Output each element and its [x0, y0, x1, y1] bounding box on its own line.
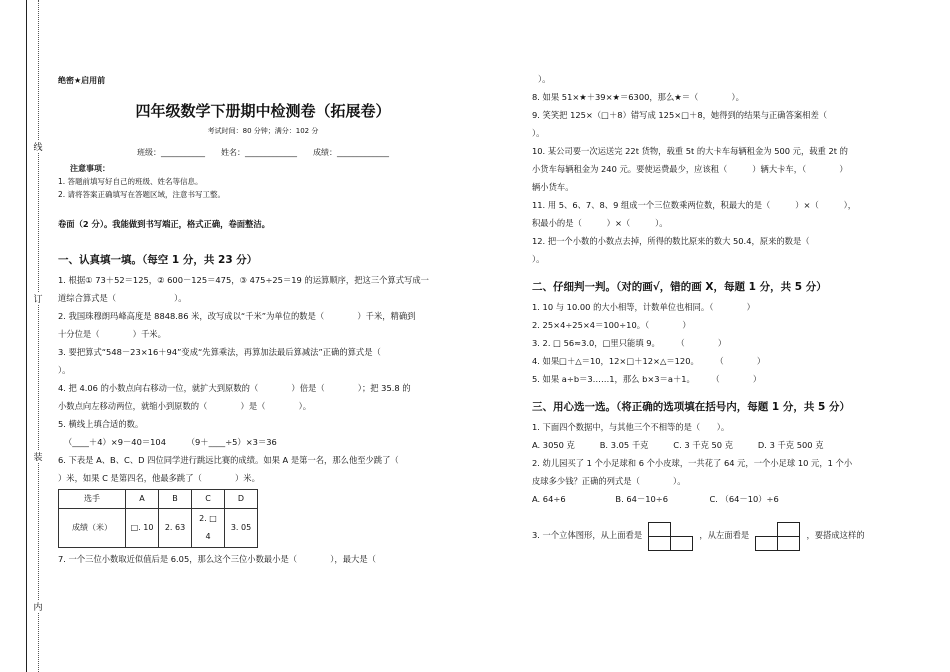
- question-10-cont: 小货车每辆租金为 240 元。要使运费最少，应该租（ ）辆大卡车，（ ）: [532, 164, 848, 174]
- student-info-fields: 班级：___________ 姓名：_____________ 成绩：_____________: [137, 148, 389, 157]
- question-2-cont: 十分位是（ ）千米。: [58, 329, 166, 339]
- left-column: [58, 60, 468, 568]
- judge-item: 3. 2. □ 56≈3.0，□里只能填 9。 （ ）: [532, 338, 727, 348]
- left-view-figure: [755, 522, 801, 550]
- choice-question-2-cont: 皮球多少钱？正确的列式是（ ）。: [532, 476, 686, 486]
- binding-label-inner: 内: [32, 600, 44, 613]
- choice-q3-text-b: ，从左面看是: [699, 530, 750, 540]
- choice-question-1: 1. 下面四个数据中，与其他三个不相等的是（ ）。: [532, 422, 730, 432]
- question-1-cont: 道综合算式是（ ）。: [58, 293, 187, 303]
- question-1: 1. 根据① 73＋52＝125，② 600－125＝475，③ 475÷25＝19 的运算顺序，把这三个算式写成一: [58, 275, 429, 285]
- table-header: A: [126, 490, 159, 509]
- table-row-label: 成绩（米）: [59, 509, 126, 548]
- question-10-cont2: 辆小货车。: [532, 182, 574, 192]
- binding-margin: [0, 0, 50, 672]
- table-cell: □. 10: [126, 509, 159, 548]
- question-5: 5. 横线上填合适的数。: [58, 419, 144, 429]
- figure-square: [755, 536, 778, 551]
- binding-label-bind: 装: [32, 450, 44, 463]
- notes-title: 注意事项：: [70, 164, 110, 173]
- question-12: 12. 把一个小数的小数点去掉，所得的数比原来的数大 50.4，原来的数是（: [532, 236, 810, 246]
- section2-title: 二、仔细判一判。（对的画√，错的画 X，每题 1 分，共 5 分）: [532, 281, 827, 293]
- choice-question-3: [532, 520, 892, 550]
- figure-square: [648, 522, 671, 537]
- question-11-cont: 积最小的是（ ）×（ ）。: [532, 218, 668, 228]
- question-4-cont: 小数点向左移动两位，就缩小到原数的（ ）是（ ）。: [58, 401, 312, 411]
- judge-item: 5. 如果 a÷b＝3……1，那么 b×3＝a＋1。 （ ）: [532, 374, 762, 384]
- question-4: 4. 把 4.06 的小数点向右移动一位，就扩大到原数的（ ）倍是（ ）；把 35.8 的: [58, 383, 411, 393]
- table-header: D: [225, 490, 258, 509]
- neatness-statement: 卷面（2 分）。我能做到书写端正，格式正确，卷面整洁。: [58, 219, 270, 229]
- question-6-cont: ）米，如果 C 是第四名，他最多跳了（ ）米。: [58, 473, 260, 483]
- table-cell: 3. 05: [225, 509, 258, 548]
- exam-info: 考试时间：80 分钟；满分：102 分: [207, 127, 319, 135]
- choice-question-2: 2. 幼儿园买了 1 个小足球和 6 个小皮球，一共花了 64 元，一个小足球 10 元，1 个小: [532, 458, 853, 468]
- question-6: 6. 下表是 A、B、C、D 四位同学进行跳远比赛的成绩。如果 A 是第一名，那么他至少跳了（: [58, 455, 399, 465]
- judge-item: 1. 10 与 10.00 的大小相等，计数单位也相同。（ ）: [532, 302, 755, 312]
- exam-title: 四年级数学下册期中检测卷（拓展卷）: [135, 102, 391, 120]
- table-row: [59, 509, 258, 548]
- choice-options-2: A. 64÷6 B. 64－10÷6 C. （64－10）÷6: [532, 494, 779, 504]
- right-column: [532, 70, 892, 550]
- table-cell: 2. 63: [159, 509, 192, 548]
- binding-line: [26, 0, 27, 672]
- question-12-cont: ）。: [532, 254, 545, 264]
- question-10: 10. 某公司要一次运送完 22t 货物，载重 5t 的大卡车每辆租金为 500 元，载重 2t 的: [532, 146, 848, 156]
- table-header: C: [192, 490, 225, 509]
- question-2: 2. 我国珠穆朗玛峰高度是 8848.86 米，改写成以“千米”为单位的数是（ ）千米，精确到: [58, 311, 416, 321]
- question-9-cont: ）。: [532, 128, 545, 138]
- figure-square: [648, 536, 671, 551]
- note-item: 1. 答题前填写好自己的班级、姓名等信息。: [58, 177, 203, 186]
- question-7: 7. 一个三位小数取近似值后是 6.05，那么这个三位小数最小是（ ），最大是（: [58, 554, 376, 564]
- binding-label-order: 订: [32, 292, 44, 305]
- table-header-row: [59, 490, 258, 509]
- figure-square: [777, 536, 800, 551]
- question-9: 9. 笑笑把 125×（□＋8）错写成 125×□＋8，她得到的结果与正确答案相差（: [532, 110, 828, 120]
- secret-label: 绝密★启用前: [58, 76, 106, 85]
- binding-dotted-line: [38, 0, 40, 672]
- figure-square: [777, 522, 800, 537]
- table-header: 选手: [59, 490, 126, 509]
- binding-label-line: 线: [32, 140, 44, 153]
- section1-title: 一、认真填一填。（每空 1 分，共 23 分）: [58, 254, 258, 266]
- section3-title: 三、用心选一选。（将正确的选项填在括号内，每题 1 分，共 5 分）: [532, 401, 850, 413]
- judge-item: 4. 如果□＋△＝10，12×□＋12×△＝120。 （ ）: [532, 356, 766, 366]
- question-8: 8. 如果 51×★＋39×★＝6300，那么★＝（ ）。: [532, 92, 744, 102]
- question-3-cont: ）。: [58, 365, 71, 375]
- top-view-figure: [648, 522, 694, 550]
- choice-q3-text-c: ，要搭成这样的: [806, 530, 865, 540]
- figure-square: [670, 536, 693, 551]
- table-cell: 2. □ 4: [192, 509, 225, 548]
- note-item: 2. 请将答案正确填写在答题区域，注意书写工整。: [58, 190, 226, 199]
- question-5-equations: （____＋4）×9－40＝104 （9＋____÷5）×3＝36: [64, 437, 277, 447]
- question-7-cont: ）。: [538, 74, 551, 84]
- long-jump-table: [58, 489, 258, 548]
- question-3: 3. 要把算式“548－23×16＋94”变成“先算乘法，再算加法最后算减法”正确的算式是（: [58, 347, 381, 357]
- table-header: B: [159, 490, 192, 509]
- choice-options-1: A. 3050 克 B. 3.05 千克 C. 3 千克 50 克 D. 3 千克 500 克: [532, 440, 824, 450]
- question-11: 11. 用 5、6、7、8、9 组成一个三位数乘两位数，积最大的是（ ）×（ ），: [532, 200, 857, 210]
- judge-item: 2. 25×4÷25×4＝100÷10。（ ）: [532, 320, 691, 330]
- choice-q3-text-a: 3. 一个立体图形，从上面看是: [532, 530, 643, 540]
